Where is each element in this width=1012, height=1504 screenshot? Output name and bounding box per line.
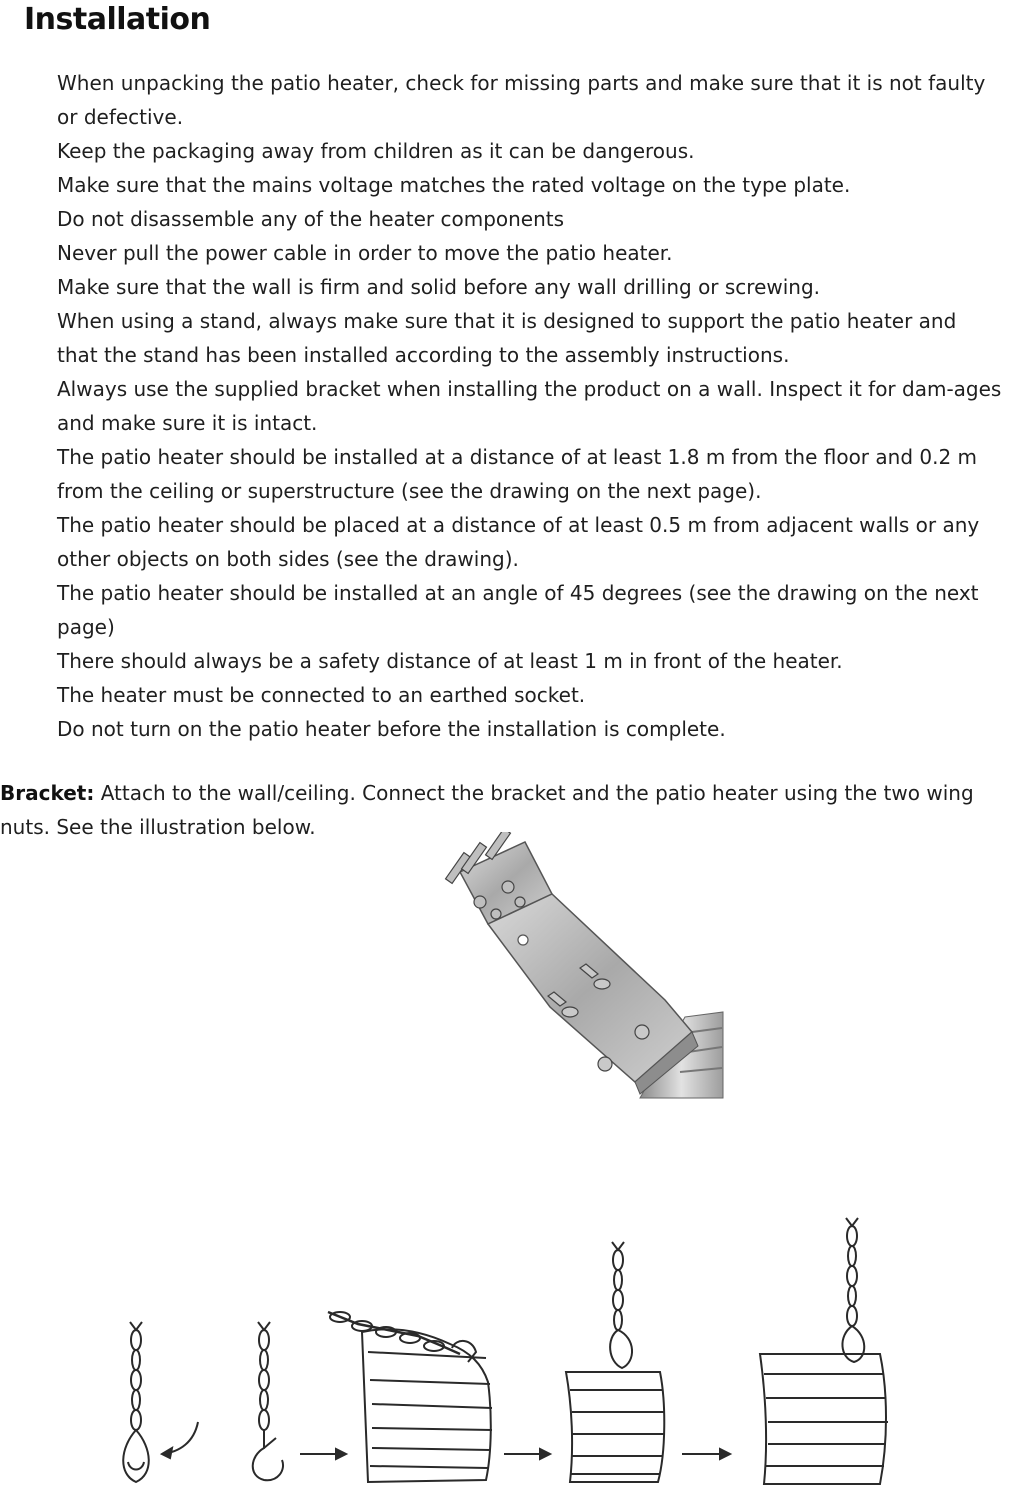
instruction-item: The patio heater should be installed at a distance of at least 1.8 m from the floor and 0.2 m from the ceiling or superstructure (see the drawing on the next page).	[57, 445, 978, 503]
instruction-item: There should always be a safety distance of at least 1 m in front of the heater.	[57, 649, 843, 673]
instruction-item: Make sure that the wall is firm and solid before any wall drilling or screwing.	[57, 275, 821, 299]
heater-step-3	[328, 1312, 492, 1482]
heater-step-4	[566, 1242, 664, 1482]
bracket-text: Attach to the wall/ceiling. Connect the bracket and the patio heater using the two wing nuts. See the illustration below.	[0, 781, 974, 839]
chain-carabiner-step-1	[123, 1322, 198, 1482]
instruction-item: When using a stand, always make sure that it is designed to support the patio heater and that the stand has been installed according to the assembly instructions.	[57, 309, 957, 367]
instruction-item: Do not disassemble any of the heater components	[57, 207, 565, 231]
instruction-item: Always use the supplied bracket when installing the product on a wall. Inspect it for dam-ages and make sure it is intact.	[57, 377, 1002, 435]
instruction-item: The heater must be connected to an earthed socket.	[57, 683, 586, 707]
instruction-list	[57, 66, 1002, 746]
heater-step-5	[760, 1218, 888, 1484]
hanging-steps-diagram	[100, 1212, 900, 1497]
instruction-item: The patio heater should be installed at an angle of 45 degrees (see the drawing on the next page)	[57, 581, 979, 639]
bracket-photo	[430, 832, 725, 1100]
instruction-item: The patio heater should be placed at a distance of at least 0.5 m from adjacent walls or any other objects on both sides (see the drawing).	[57, 513, 980, 571]
chain-hook-step-2	[253, 1322, 283, 1480]
instruction-item: Never pull the power cable in order to move the patio heater.	[57, 241, 673, 265]
instruction-item: When unpacking the patio heater, check for missing parts and make sure that it is not faulty or defective.	[57, 71, 986, 129]
instruction-item: Keep the packaging away from children as it can be dangerous.	[57, 139, 695, 163]
instruction-item: Make sure that the mains voltage matches the rated voltage on the type plate.	[57, 173, 851, 197]
instruction-item: Do not turn on the patio heater before the installation is complete.	[57, 717, 726, 741]
bracket-label: Bracket:	[0, 781, 95, 805]
page-title: Installation	[24, 2, 211, 37]
